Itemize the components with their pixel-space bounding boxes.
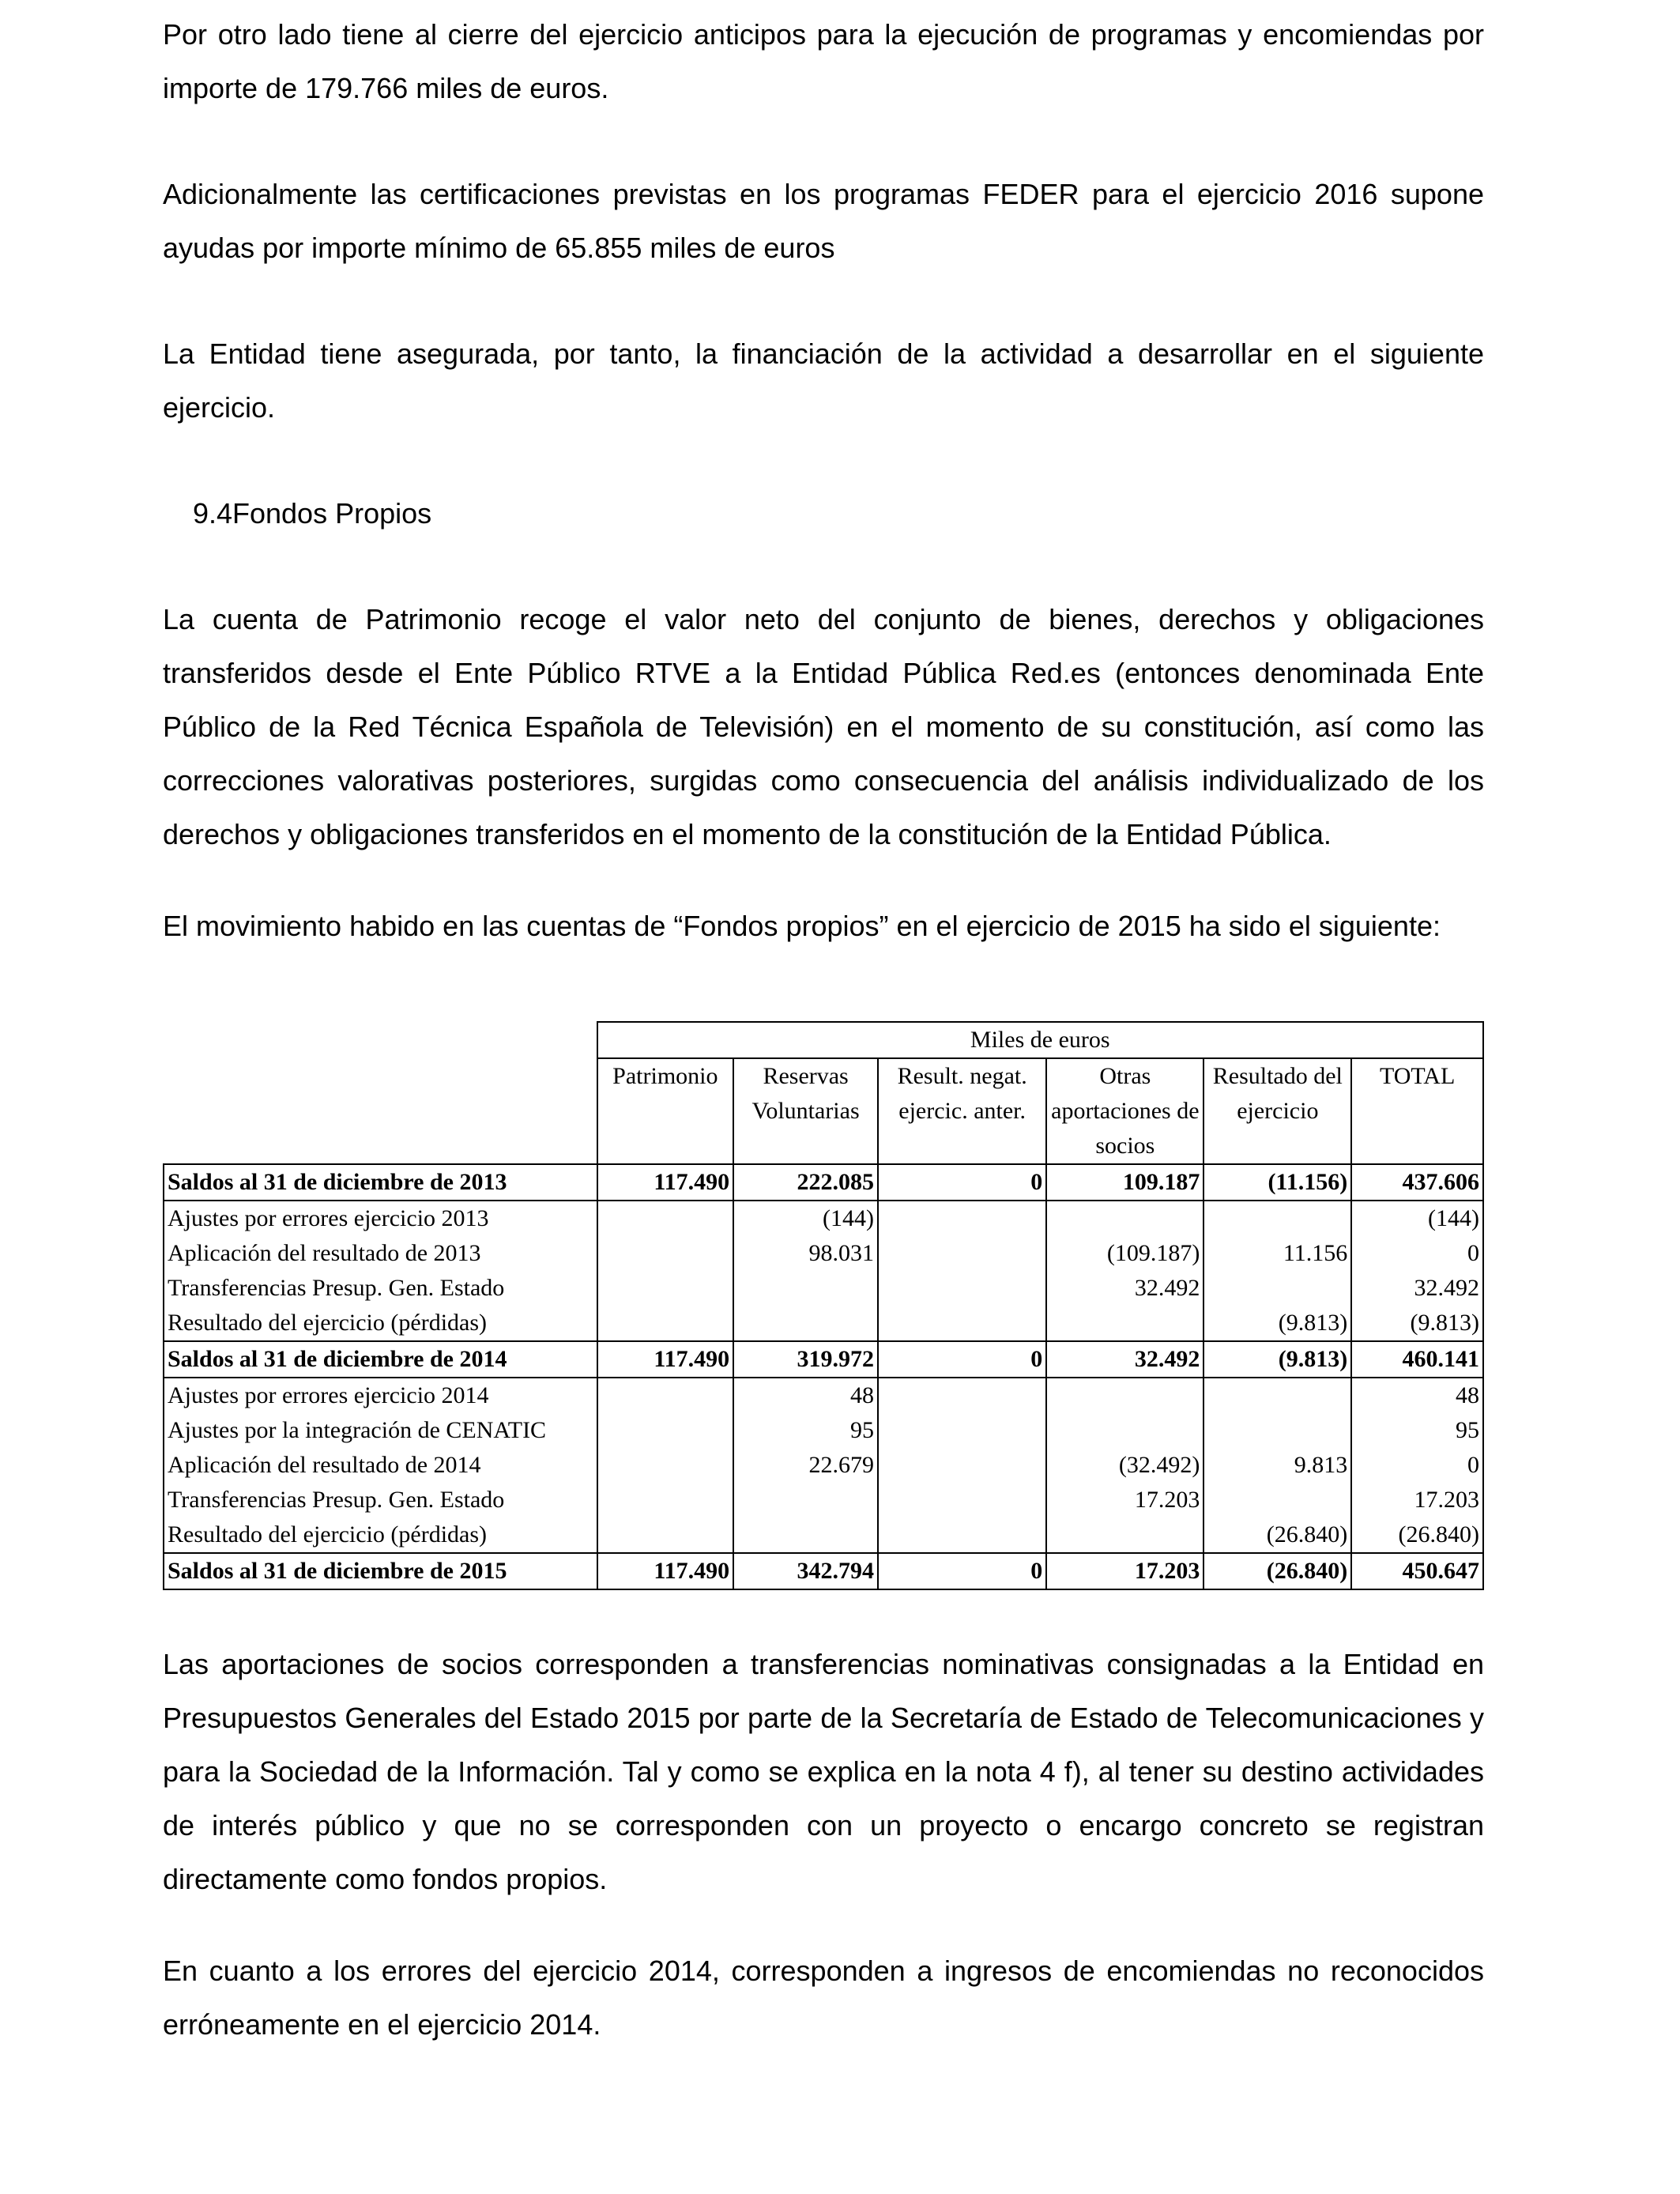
cell-value: 437.606: [1351, 1164, 1483, 1201]
col-header-total: TOTAL: [1351, 1058, 1483, 1164]
cell-value: 95: [733, 1413, 878, 1448]
cell-value: [1046, 1517, 1203, 1553]
cell-value: [597, 1378, 734, 1413]
cell-value: [878, 1517, 1046, 1553]
paragraph-aportaciones: Las aportaciones de socios corresponden a transferencias nominativas consignadas a la Entidad en Presupuestos Generales del Estado 2015 por parte de la Secretaría de Estado de Telecomunicaciones y para la Sociedad de la Información. Tal y como se explica en la nota 4 f), al tener su destino actividades de interés público y que no se corresponden con un proyecto o encargo concreto se registran directamente como fondos propios.: [163, 1648, 1484, 1895]
cell-value: 319.972: [733, 1341, 878, 1378]
cell-value: [1203, 1271, 1351, 1306]
paragraph-anticipos: Por otro lado tiene al cierre del ejercicio anticipos para la ejecución de programas y encomiendas por importe de 179.766 miles de euros.: [163, 18, 1484, 104]
cell-value: [878, 1483, 1046, 1517]
movement-row: [164, 1378, 1483, 1413]
cell-value: [878, 1271, 1046, 1306]
cell-value: [733, 1483, 878, 1517]
units-header-row: [164, 1022, 1483, 1058]
cell-value: [1203, 1378, 1351, 1413]
cell-value: 342.794: [733, 1553, 878, 1589]
units-header: Miles de euros: [597, 1022, 1484, 1058]
movement-row: [164, 1413, 1483, 1448]
cell-value: [878, 1448, 1046, 1483]
cell-value: (9.813): [1203, 1341, 1351, 1378]
saldo-row: [164, 1341, 1483, 1378]
row-label: Saldos al 31 de diciembre de 2014: [164, 1341, 597, 1378]
cell-value: 22.679: [733, 1448, 878, 1483]
saldo-row: [164, 1164, 1483, 1201]
col-header-result-negat: Result. negat. ejercic. anter.: [878, 1058, 1046, 1164]
col-header-patrimonio: Patrimonio: [597, 1058, 734, 1164]
cell-value: (144): [1351, 1201, 1483, 1236]
cell-value: 32.492: [1046, 1271, 1203, 1306]
saldo-row: [164, 1553, 1483, 1589]
cell-value: 9.813: [1203, 1448, 1351, 1483]
cell-value: (32.492): [1046, 1448, 1203, 1483]
paragraph-financiacion: La Entidad tiene asegurada, por tanto, la financiación de la actividad a desarrollar en el siguiente ejercicio.: [163, 337, 1484, 424]
column-header-row: [164, 1058, 1483, 1164]
row-label: Aplicación del resultado de 2013: [164, 1236, 597, 1271]
cell-value: [878, 1236, 1046, 1271]
cell-value: [878, 1306, 1046, 1341]
cell-value: (26.840): [1203, 1553, 1351, 1589]
paragraph-movimiento: El movimiento habido en las cuentas de “Fondos propios” en el ejercicio de 2015 ha sido el siguiente:: [163, 910, 1441, 942]
movement-row: [164, 1271, 1483, 1306]
cell-value: 48: [1351, 1378, 1483, 1413]
cell-value: 109.187: [1046, 1164, 1203, 1201]
movement-row: [164, 1201, 1483, 1236]
row-label: Aplicación del resultado de 2014: [164, 1448, 597, 1483]
cell-value: [597, 1448, 734, 1483]
cell-value: 450.647: [1351, 1553, 1483, 1589]
col-header-reservas: Reservas Voluntarias: [733, 1058, 878, 1164]
cell-value: 117.490: [597, 1164, 734, 1201]
cell-value: [597, 1413, 734, 1448]
cell-value: [597, 1483, 734, 1517]
cell-value: [878, 1378, 1046, 1413]
cell-value: 98.031: [733, 1236, 878, 1271]
cell-value: [1203, 1413, 1351, 1448]
document-body: [163, 8, 1484, 2052]
cell-value: 222.085: [733, 1164, 878, 1201]
cell-value: 117.490: [597, 1341, 734, 1378]
paragraph-feder: Adicionalmente las certificaciones previstas en los programas FEDER para el ejercicio 2016 supone ayudas por importe mínimo de 65.855 miles de euros: [163, 178, 1484, 264]
cell-value: [1046, 1378, 1203, 1413]
cell-value: 460.141: [1351, 1341, 1483, 1378]
cell-value: (26.840): [1203, 1517, 1351, 1553]
cell-value: (26.840): [1351, 1517, 1483, 1553]
cell-value: 32.492: [1351, 1271, 1483, 1306]
cell-value: 95: [1351, 1413, 1483, 1448]
row-label: Resultado del ejercicio (pérdidas): [164, 1517, 597, 1553]
cell-value: [1046, 1413, 1203, 1448]
movement-row: [164, 1306, 1483, 1341]
cell-value: 0: [1351, 1236, 1483, 1271]
cell-value: 0: [878, 1553, 1046, 1589]
col-header-otras-aportaciones: Otras aportaciones de socios: [1046, 1058, 1203, 1164]
row-label: Transferencias Presup. Gen. Estado: [164, 1271, 597, 1306]
cell-value: [597, 1306, 734, 1341]
cell-value: 0: [878, 1341, 1046, 1378]
movement-row: [164, 1517, 1483, 1553]
cell-value: [1203, 1201, 1351, 1236]
row-label: Ajustes por errores ejercicio 2014: [164, 1378, 597, 1413]
cell-value: 117.490: [597, 1553, 734, 1589]
cell-value: (9.813): [1351, 1306, 1483, 1341]
cell-value: 17.203: [1046, 1483, 1203, 1517]
cell-value: [597, 1236, 734, 1271]
cell-value: [597, 1271, 734, 1306]
cell-value: 48: [733, 1378, 878, 1413]
row-label: Transferencias Presup. Gen. Estado: [164, 1483, 597, 1517]
cell-value: 17.203: [1351, 1483, 1483, 1517]
cell-value: (109.187): [1046, 1236, 1203, 1271]
col-header-resultado: Resultado del ejercicio: [1203, 1058, 1351, 1164]
cell-value: [878, 1201, 1046, 1236]
movement-row: [164, 1483, 1483, 1517]
paragraph-patrimonio: La cuenta de Patrimonio recoge el valor neto del conjunto de bienes, derechos y obligaciones transferidos desde el Ente Público RTVE a la Entidad Pública Red.es (entonces denominada Ente Público de la Red Técnica Española de Televisión) en el momento de su constitución, así como las correcciones valorativas posteriores, surgidas como consecuencia del análisis individualizado de los derechos y obligaciones transferidos en el momento de la constitución de la Entidad Pública.: [163, 603, 1484, 850]
cell-value: 0: [1351, 1448, 1483, 1483]
section-number: 9.4: [192, 497, 232, 530]
section-heading: [163, 487, 1484, 541]
row-label: Resultado del ejercicio (pérdidas): [164, 1306, 597, 1341]
movement-row: [164, 1236, 1483, 1271]
row-label: Saldos al 31 de diciembre de 2013: [164, 1164, 597, 1201]
cell-value: [733, 1271, 878, 1306]
cell-value: [1046, 1201, 1203, 1236]
cell-value: [1203, 1483, 1351, 1517]
row-label: Ajustes por la integración de CENATIC: [164, 1413, 597, 1448]
fondos-propios-table-wrapper: [163, 1021, 1484, 1590]
cell-value: (11.156): [1203, 1164, 1351, 1201]
paragraph-errores: En cuanto a los errores del ejercicio 2014, corresponden a ingresos de encomiendas no reconocidos erróneamente en el ejercicio 2014.: [163, 1955, 1484, 2041]
row-label: Saldos al 31 de diciembre de 2015: [164, 1553, 597, 1589]
movement-row: [164, 1448, 1483, 1483]
cell-value: 0: [878, 1164, 1046, 1201]
fondos-propios-table: [163, 1021, 1484, 1590]
cell-value: [1046, 1306, 1203, 1341]
cell-value: [733, 1306, 878, 1341]
cell-value: (144): [733, 1201, 878, 1236]
cell-value: [597, 1201, 734, 1236]
row-label: Ajustes por errores ejercicio 2013: [164, 1201, 597, 1236]
cell-value: 17.203: [1046, 1553, 1203, 1589]
cell-value: 11.156: [1203, 1236, 1351, 1271]
section-title: Fondos Propios: [232, 497, 432, 530]
cell-value: [878, 1413, 1046, 1448]
cell-value: [597, 1517, 734, 1553]
cell-value: (9.813): [1203, 1306, 1351, 1341]
cell-value: 32.492: [1046, 1341, 1203, 1378]
cell-value: [733, 1517, 878, 1553]
